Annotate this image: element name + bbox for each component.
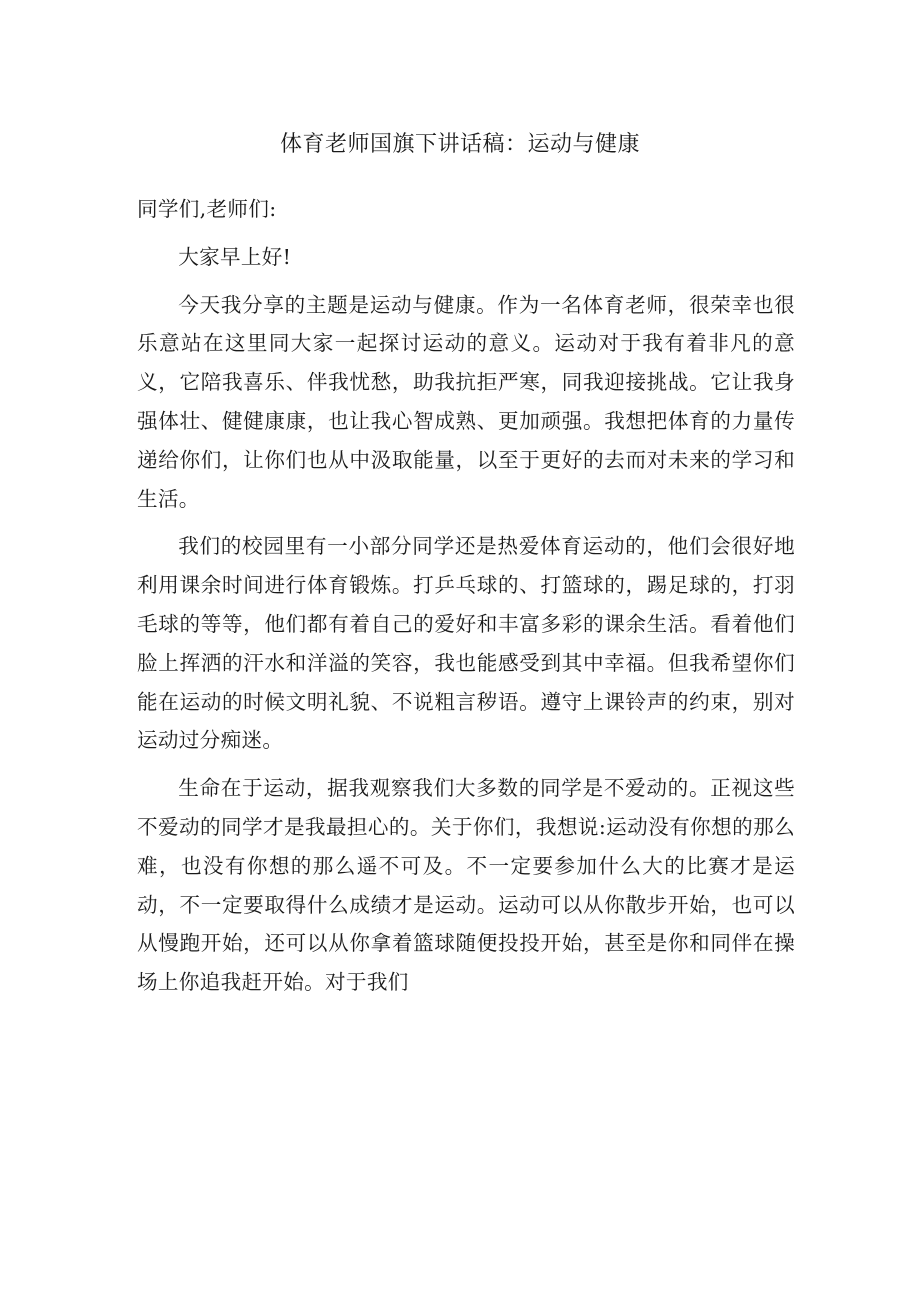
salutation: 同学们,老师们: [137,197,277,221]
document-title: 体育老师国旗下讲话稿：运动与健康 [279,132,640,157]
paragraph-3: 生命在于运动，据我观察我们大多数的同学是不爱动的。正视这些不爱动的同学才是我最担心的。关于你们，我想说:运动没有你想的那么难，也没有你想的那么遥不可及。不一定要参加什么大的比赛才是运动，不一定要取得什么成绩才是运动。运动可以从你散步开始，也可以从慢跑开始，还可以从你拿着篮球随便投投开始，甚至是你和同伴在操场上你追我赶开始。对于我们 [137,776,795,995]
paragraph-1: 今天我分享的主题是运动与健康。作为一名体育老师，很荣幸也很乐意站在这里同大家一起探讨运动的意义。运动对于我有着非凡的意义，它陪我喜乐、伴我忧愁，助我抗拒严寒，同我迎接挑战。它让我身强体壮、健健康康，也让我心智成熟、更加顽强。我想把体育的力量传递给你们，让你们也从中汲取能量，以至于更好的去而对未来的学习和生活。 [137,292,795,511]
paragraph-2: 我们的校园里有一小部分同学还是热爱体育运动的，他们会很好地利用课余时间进行体育锻炼。打乒乓球的、打篮球的，踢足球的，打羽毛球的等等，他们都有着自己的爱好和丰富多彩的课余生活。看着他们脸上挥洒的汗水和洋溢的笑容，我也能感受到其中幸福。但我希望你们能在运动的时候文明礼貌、不说粗言秽语。遵守上课铃声的约束，别对运动过分痴迷。 [137,534,795,753]
greeting: 大家早上好! [178,244,292,269]
document-body [137,190,795,1002]
